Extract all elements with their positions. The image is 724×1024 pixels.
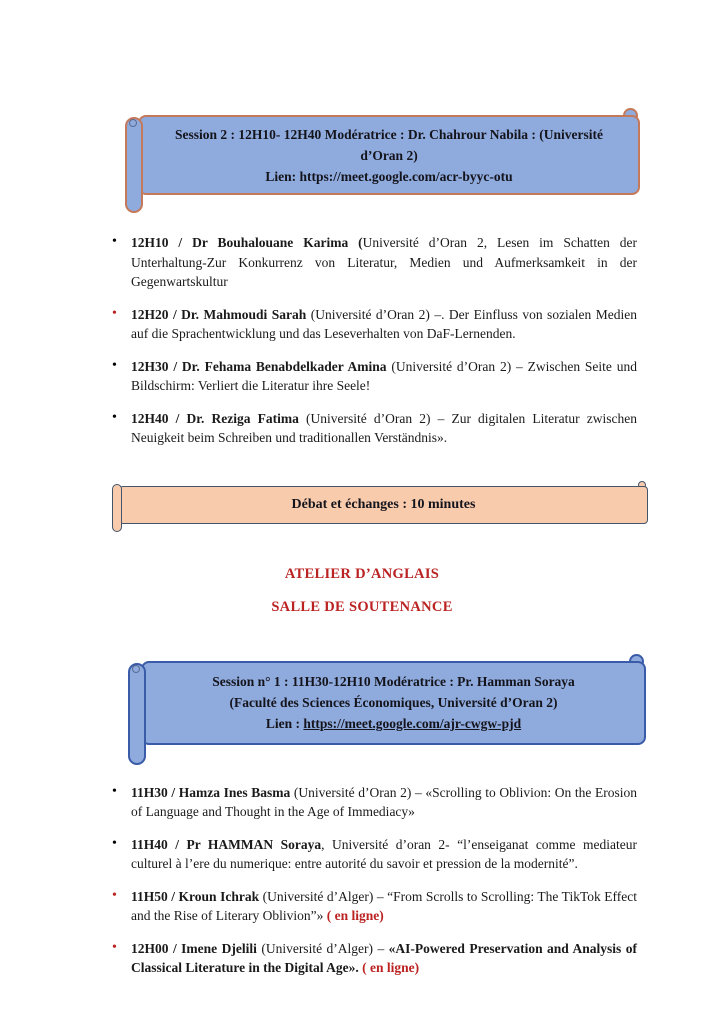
bullet-marker: •: [112, 409, 117, 425]
lien-label: Lien :: [265, 716, 304, 731]
talk-title-bold: «AI-Powered Preservation and Analysis of Classical Literature in the Digital Age».: [131, 940, 638, 975]
session1-banner: [128, 661, 646, 745]
session1-meet-link[interactable]: https://meet.google.com/ajr-cwgw-pjd: [303, 716, 522, 731]
session2-talk-list: [108, 233, 637, 448]
atelier-title: ATELIER D’ANGLAIS: [284, 565, 440, 582]
session1-banner-lien-line: [266, 713, 521, 734]
lien-label: Lien:: [265, 168, 300, 184]
talk-time-speaker: 12H00 / Imene Djelili: [131, 940, 262, 956]
talk-item: [108, 357, 637, 396]
talk-details: (Université d’Oran 2) – «Scrolling to Oblivion: On the Erosion of Language and Thought in the Age of Immediacy»: [131, 784, 637, 819]
talk-details: (Université d’Oran 2) – Zwischen Seite und Bildschirm: Verliert die Literatur ihre Seele!: [131, 358, 637, 393]
bullet-marker: •: [112, 887, 117, 903]
bullet-marker: •: [112, 835, 117, 851]
talk-item: [108, 409, 637, 448]
bullet-marker: •: [112, 234, 117, 249]
scroll-curl-icon: [132, 665, 140, 673]
talk-time-speaker: 11H50 / Kroun Ichrak: [131, 888, 263, 904]
debat-banner-text: Débat et échanges : 10 minutes: [291, 496, 476, 512]
session2-banner-line2: d’Oran 2): [360, 147, 418, 163]
talk-details: (Université d’Oran 2) – Zur digitalen Literatur zwischen Neuigkeit beim Schreiben und traditionallen Verständnis».: [131, 410, 637, 445]
talk-time-speaker: 12H10 / Dr Bouhalouane Karima (: [131, 235, 363, 250]
talk-details: (Université d’Oran 2) –. Der Einfluss von sozialen Medien auf die Sprachentwicklung und das Leseverhalten von DaF-Lernenden.: [131, 306, 637, 341]
scroll-curl-icon: [129, 119, 137, 127]
atelier-headings: [0, 566, 724, 616]
bullet-marker: •: [112, 305, 117, 321]
session1-banner-body: [141, 661, 646, 745]
talk-details: (Université d’Alger) –: [261, 940, 389, 956]
talk-time-speaker: 11H40 / Pr HAMMAN Soraya: [131, 836, 322, 852]
scroll-roll-icon: [128, 663, 146, 765]
talk-time-speaker: 12H40 / Dr. Reziga Fatima: [131, 410, 306, 426]
session2-banner-line1: Session 2 : 12H10- 12H40 Modératrice : Dr. Chahrour Nabila : (Université: [175, 126, 603, 142]
talk-item: [108, 887, 637, 926]
debat-banner-body: [119, 486, 648, 524]
talk-item: [108, 233, 637, 292]
talk-details: (Université d’Alger) – “From Scrolls to Scrolling: The TikTok Effect and the Rise of Literary Oblivion”»: [131, 888, 637, 923]
session2-banner-lien-line: [265, 166, 512, 187]
en-ligne-badge: ( en ligne): [362, 960, 420, 975]
session1-banner-line1: Session n° 1 : 11H30-12H10 Modératrice : Pr. Hamman Soraya: [212, 674, 575, 689]
talk-details: , Université d’oran 2- “l’enseiganat comme mediateur culturel à l’ere du numerique: entre autorité du savoir et pression de la modernité”.: [131, 836, 637, 871]
session2-banner: [125, 115, 640, 195]
bullet-marker: •: [112, 783, 117, 799]
session1-banner-line2: (Faculté des Sciences Économiques, Université d’Oran 2): [229, 695, 558, 710]
talk-details: Université d’Oran 2, Lesen im Schatten der Unterhaltung-Zur Konkurrenz von Literatur, Medien und Aufmerksamkeit in der Gegenwartskultur: [131, 235, 637, 289]
talk-item: [108, 939, 637, 978]
talk-time-speaker: 12H30 / Dr. Fehama Benabdelkader Amina: [131, 358, 392, 374]
flag-roll-icon: [112, 484, 122, 532]
session2-meet-link: https://meet.google.com/acr-byyc-otu: [299, 168, 513, 184]
session1-talk-list: [108, 783, 637, 978]
talk-item: [108, 835, 637, 874]
talk-item: [108, 783, 637, 822]
en-ligne-badge: ( en ligne): [326, 908, 384, 923]
talk-time-speaker: 11H30 / Hamza Ines Basma: [131, 784, 294, 800]
scroll-roll-icon: [125, 117, 143, 213]
talk-time-speaker: 12H20 / Dr. Mahmoudi Sarah: [131, 306, 311, 322]
salle-subtitle: SALLE DE SOUTENANCE: [271, 598, 453, 615]
bullet-marker: •: [112, 357, 117, 373]
bullet-marker: •: [112, 939, 117, 955]
debat-banner: [112, 484, 648, 526]
talk-item: [108, 305, 637, 344]
session2-banner-body: [138, 115, 640, 195]
